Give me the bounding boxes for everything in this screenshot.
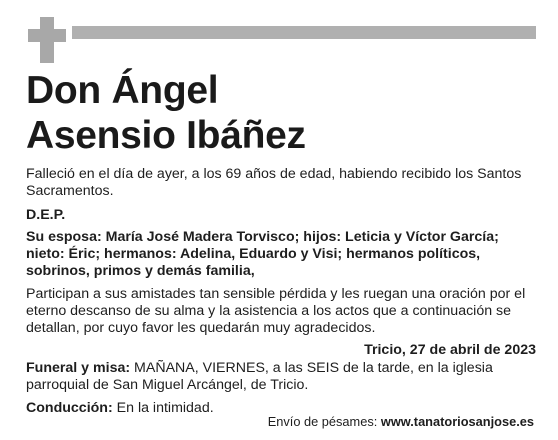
funeral-text: MAÑANA, VIERNES, a las SEIS de la tarde, en la iglesia parroquial de San Miguel Arcángel, de Tricio. [26,360,493,394]
dep-label: D.E.P. [26,207,66,223]
condolences-info [268,414,534,430]
conduccion-info [26,400,286,417]
deceased-name-line2: Asensio Ibáñez [26,114,306,157]
deceased-name-line1: Don Ángel [26,69,219,112]
cross-icon [28,17,66,63]
condolences-label: Envío de pésames: [267,414,378,429]
funeral-info [26,360,536,394]
conduccion-label: Conducción: [26,400,113,416]
condolences-url: www.tanatoriosanjose.es [380,414,534,429]
place-date: Tricio, 27 de abril de 2023 [364,342,536,358]
family-list-text: Su esposa: María José Madera Torvisco; hijos: Leticia y Víctor García; nieto: Éric; hermanos: Adelina, Eduardo y Visi; hermanos políticos, sobrinos, primos y demás familia, [26,229,499,280]
conduccion-text: En la intimidad. [116,400,214,416]
participation-text: Participan a sus amistades tan sensible pérdida y les ruegan una oración por el eterno descanso de su alma y la asistencia a los actos que a continuación se detallan, por cuyo favor les quedarán muy agradecidos. [26,286,526,337]
death-announcement: Falleció en el día de ayer, a los 69 años de edad, habiendo recibido los Santos Sacramentos. [26,166,522,200]
funeral-label: Funeral y misa: [26,360,131,376]
family-list [26,229,536,281]
header-rule [72,26,536,39]
